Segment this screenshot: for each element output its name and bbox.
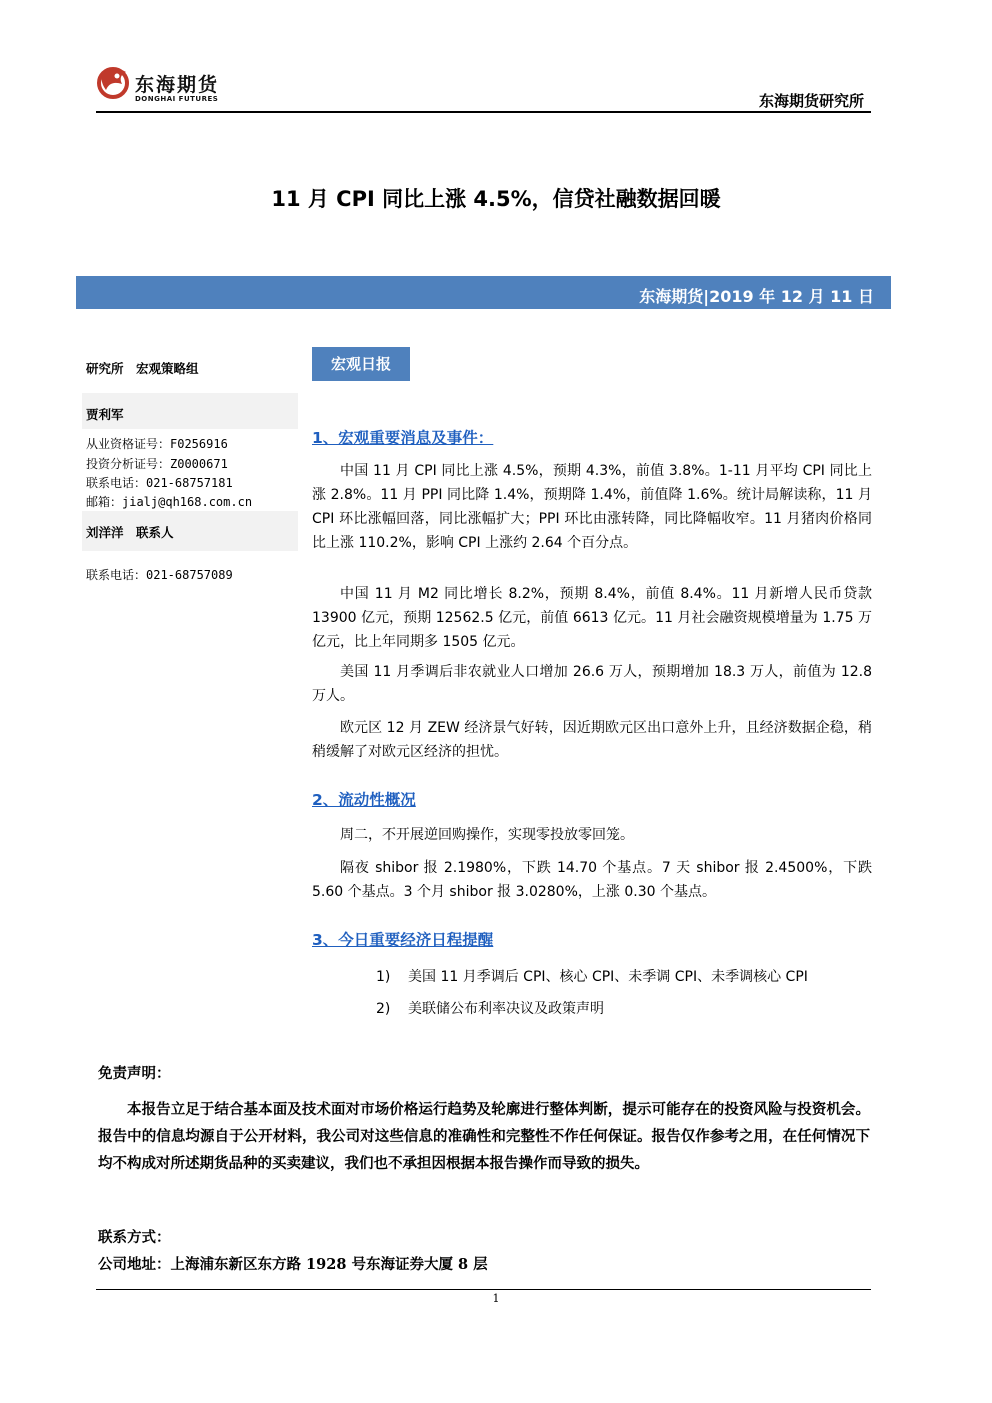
sidebar-dept: 研究所 宏观策略组 — [86, 361, 199, 376]
analyst2-name: 刘洋洋 联系人 — [86, 525, 174, 540]
analyst1-phone: 联系电话：021-68757181 — [86, 476, 233, 490]
section-heading-events: 1、宏观重要消息及事件： — [312, 429, 494, 447]
analyst1-name: 贾利军 — [86, 407, 124, 422]
contact-address: 公司地址：上海浦东新区东方路 1928 号东海证券大厦 8 层 — [98, 1256, 488, 1273]
contact-title: 联系方式： — [98, 1229, 171, 1246]
list-item-text: 美联储公布利率决议及政策声明 — [408, 1001, 604, 1017]
analyst1-invest-cert: 投资分析证号：Z0000671 — [86, 457, 228, 471]
list-item-number: 1) — [376, 969, 391, 985]
list-item-text: 美国 11 月季调后 CPI、核心 CPI、未季调 CPI、未季调核心 CPI — [408, 969, 808, 985]
header-institute: 东海期货研究所 — [758, 92, 864, 110]
paragraph-cpi: 中国 11 月 CPI 同比上涨 4.5%，预期 4.3%，前值 3.8%。1-11 月平均 CPI 同比上涨 2.8%。11 月 PPI 同比降 1.4%，预期降 1.4%，前值降 1.6%。统计局解读称，11 月 CPI 环比涨幅回落，同比涨幅扩大；PPI 环比由涨转降，同比降幅收窄。11 月猪肉价格同比上涨 110.2%，影响 CPI 上涨约 2.64 个百分点。 — [312, 463, 872, 551]
report-title: 11 月 CPI 同比上涨 4.5%，信贷社融数据回暖 — [271, 187, 721, 211]
analyst1-cert: 从业资格证号：F0256916 — [86, 437, 228, 451]
disclaimer-body: 本报告立足于结合基本面及技术面对市场价格运行趋势及轮廓进行整体判断，提示可能存在的投资风险与投资机会。报告中的信息均源自于公开材料，我公司对这些信息的准确性和完整性不作任何保证。报告仅作参考之用，在任何情况下均不构成对所述期货品种的买卖建议，我们也不承担因根据本报告操作而导致的损失。 — [98, 1101, 870, 1172]
analyst2-name-box — [82, 511, 298, 551]
logo-text-cn: 东海期货 — [135, 74, 220, 96]
footer-divider — [96, 1289, 871, 1290]
header-divider — [96, 111, 871, 113]
logo-emblem-icon — [96, 62, 132, 102]
analyst1-email[interactable]: 邮箱：jialj@qh168.com.cn — [86, 495, 253, 509]
list-item — [376, 998, 604, 1018]
list-item — [376, 966, 808, 986]
paragraph-shibor: 隔夜 shibor 报 2.1980%，下跌 14.70 个基点。7 天 shibor 报 2.4500%，下跌 5.60 个基点。3 个月 shibor 报 3.0280%，上涨 0.30 个基点。 — [312, 860, 872, 900]
list-item-number: 2) — [376, 1001, 391, 1017]
analyst1-name-box — [82, 393, 298, 429]
paragraph-zew: 欧元区 12 月 ZEW 经济景气好转，因近期欧元区出口意外上升，且经济数据企稳，稍稍缓解了对欧元区经济的担忧。 — [312, 720, 872, 760]
paragraph-reverse-repo: 周二，不开展逆回购操作，实现零投放零回笼。 — [340, 827, 634, 843]
disclaimer-title: 免责声明： — [98, 1065, 171, 1082]
analyst2-phone: 联系电话：021-68757089 — [86, 568, 233, 582]
banner-date-text: 东海期货|2019 年 12 月 11 日 — [639, 287, 874, 306]
page-number: 1 — [492, 1292, 500, 1305]
paragraph-m2: 中国 11 月 M2 同比增长 8.2%，预期 8.4%，前值 8.4%。11 月新增人民币贷款 13900 亿元，预期 12562.5 亿元，前值 6613 亿元。11 月社会融资规模增量为 1.75 万亿元，比上年同期多 1505 亿元。 — [312, 586, 872, 650]
section-heading-calendar: 3、今日重要经济日程提醒 — [312, 931, 494, 949]
section-heading-liquidity: 2、流动性概况 — [312, 791, 416, 809]
section-tag: 宏观日报 — [312, 347, 410, 381]
paragraph-nonfarm: 美国 11 月季调后非农就业人口增加 26.6 万人，预期增加 18.3 万人，前值为 12.8 万人。 — [312, 664, 872, 704]
logo-text-en: DONGHAI FUTURES — [135, 95, 219, 103]
